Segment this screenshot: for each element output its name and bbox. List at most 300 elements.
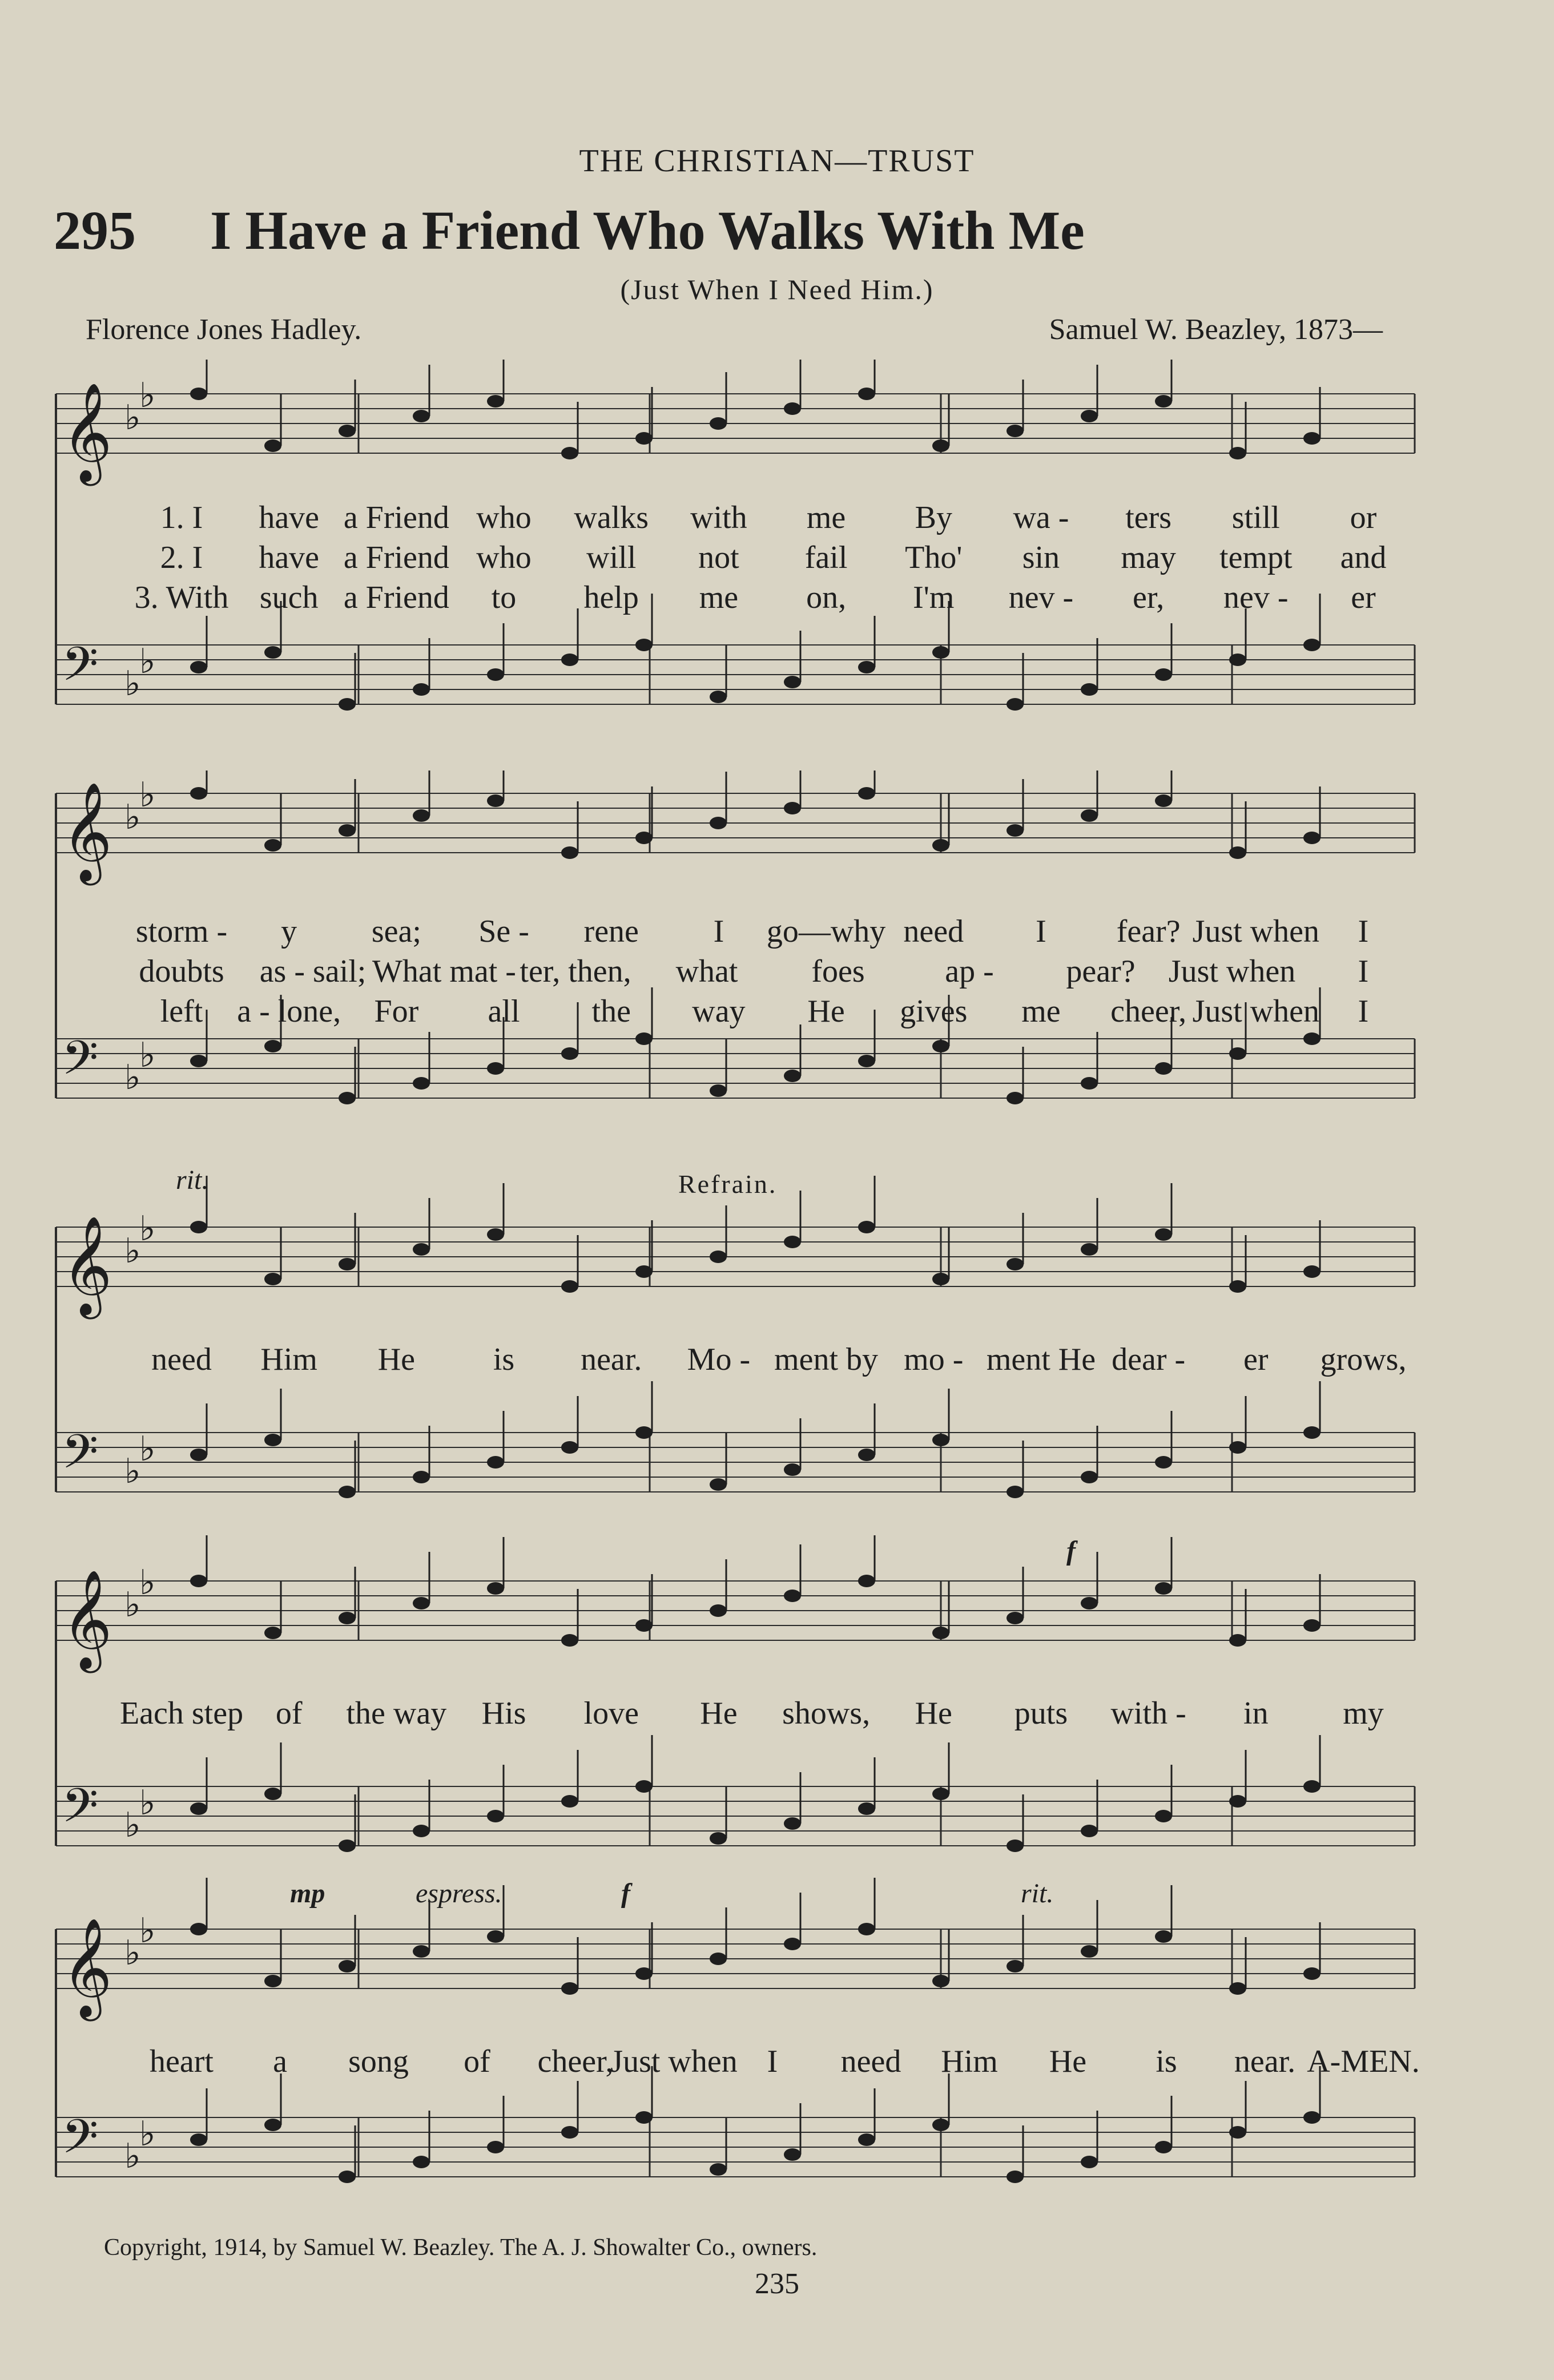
lyric-syllable: He <box>1049 2044 1087 2079</box>
flat-icon: ♭ <box>139 1783 156 1823</box>
music-system-4 <box>50 1535 1420 1878</box>
note-head <box>413 683 430 696</box>
note-head <box>190 1575 207 1587</box>
lyric-syllable: ters <box>1125 500 1172 535</box>
lyric-syllable: what <box>675 954 738 989</box>
note-head <box>1229 1047 1246 1060</box>
note-head <box>264 1040 281 1052</box>
treble-clef-icon: 𝄞 <box>62 382 112 482</box>
note-head <box>413 2156 430 2168</box>
lyric-syllable: near. <box>1234 2044 1296 2079</box>
note-head <box>1007 2171 1024 2183</box>
note-head <box>1303 1265 1321 1278</box>
mezzo-piano-marking: mp <box>290 1878 325 1909</box>
music-system-5 <box>50 1878 1420 2220</box>
lyric-syllable: Just when <box>610 2044 738 2079</box>
note-head <box>932 839 949 852</box>
lyric-syllable: ment He <box>986 1342 1096 1377</box>
hymn-subtitle: (Just When I Need Him.) <box>620 273 934 305</box>
lyric-syllable: Just when <box>1168 954 1296 989</box>
note-head <box>1303 432 1321 445</box>
note-head <box>932 1975 949 1987</box>
lyric-syllable: not <box>698 540 739 575</box>
note-head <box>858 661 875 673</box>
note-head <box>561 1441 578 1454</box>
note-head <box>264 1273 281 1285</box>
lyric-syllable: I <box>713 914 724 949</box>
note-head <box>264 439 281 452</box>
lyric-syllable: pear? <box>1066 954 1136 989</box>
treble-clef-icon: 𝄞 <box>62 1918 112 2017</box>
note-head <box>932 1788 949 1800</box>
note-head <box>784 402 801 415</box>
lyric-syllable: help <box>583 580 639 615</box>
forte-marking: f <box>1066 1536 1076 1566</box>
note-head <box>858 1923 875 1935</box>
note-head <box>710 1084 727 1097</box>
note-head <box>784 1590 801 1602</box>
note-head <box>413 410 430 422</box>
lyric-syllable: song <box>348 2044 409 2079</box>
lyric-syllable: storm - <box>135 914 228 949</box>
flat-icon: ♭ <box>124 1585 141 1625</box>
flat-icon: ♭ <box>139 1429 156 1469</box>
lyric-syllable: A-MEN. <box>1307 2044 1420 2079</box>
lyric-verse-1 <box>50 499 1420 539</box>
note-head <box>858 1055 875 1067</box>
bass-clef-icon: 𝄢 <box>62 1424 99 1491</box>
note-head <box>1081 1471 1098 1483</box>
note-head <box>932 2119 949 2131</box>
note-head <box>413 1243 430 1256</box>
lyric-syllable: who <box>476 540 532 575</box>
lyric-syllable: He <box>700 1696 738 1731</box>
flat-icon: ♭ <box>139 1035 156 1075</box>
note-head <box>635 832 653 844</box>
lyric-syllable: such <box>259 580 319 615</box>
lyric-syllable: I <box>1036 914 1046 949</box>
note-head <box>1081 1077 1098 1090</box>
lyric-syllable: way <box>692 994 746 1029</box>
note-head <box>413 1077 430 1090</box>
lyricist: Florence Jones Hadley. <box>86 313 362 346</box>
lyric-syllable: ap - <box>945 954 994 989</box>
bass-clef-icon: 𝄢 <box>62 1030 99 1097</box>
lyric-syllable: love <box>583 1696 639 1731</box>
note-head <box>264 1788 281 1800</box>
flat-icon: ♭ <box>124 2136 141 2176</box>
note-head <box>487 1062 504 1075</box>
lyric-syllable: Tho' <box>905 540 963 575</box>
lyric-syllable: and <box>1340 540 1387 575</box>
note-head <box>784 2148 801 2161</box>
note-head <box>561 846 578 859</box>
note-head <box>1229 654 1246 666</box>
note-head <box>1007 1960 1024 1972</box>
lyric-syllable: walks <box>574 500 649 535</box>
flat-icon: ♭ <box>124 664 141 704</box>
lyric-syllable: dear - <box>1112 1342 1186 1377</box>
note-head <box>710 417 727 430</box>
note-head <box>1303 1967 1321 1980</box>
lyric-syllable: Just when <box>1192 994 1320 1029</box>
note-head <box>1007 1612 1024 1624</box>
note-head <box>264 646 281 659</box>
flat-icon: ♭ <box>124 1058 141 1098</box>
treble-clef-icon: 𝄞 <box>62 782 112 881</box>
note-head <box>413 809 430 822</box>
note-head <box>635 1780 653 1793</box>
music-system-2 <box>50 771 1420 1159</box>
note-head <box>1155 1456 1172 1469</box>
note-head <box>1155 395 1172 408</box>
note-head <box>1229 1982 1246 1995</box>
note-head <box>1007 824 1024 837</box>
composer: Samuel W. Beazley, 1873— <box>1049 313 1383 346</box>
note-head <box>339 1092 356 1104</box>
note-head <box>784 1236 801 1248</box>
flat-icon: ♭ <box>139 642 156 681</box>
note-head <box>1303 832 1321 844</box>
bass-clef-icon: 𝄢 <box>62 1778 99 1845</box>
flat-icon: ♭ <box>139 775 156 815</box>
note-head <box>932 439 949 452</box>
note-head <box>1303 2111 1321 2124</box>
lyric-syllable: of <box>464 2044 490 2079</box>
lyric-syllable: Each step <box>119 1696 244 1731</box>
note-head <box>561 1280 578 1293</box>
note-head <box>487 2141 504 2153</box>
lyric-syllable: grows, <box>1320 1342 1407 1377</box>
lyric-syllable: have <box>259 540 320 575</box>
lyric-syllable: need <box>151 1342 212 1377</box>
flat-icon: ♭ <box>139 376 156 416</box>
lyric-syllable: as - sail; <box>259 954 367 989</box>
note-head <box>1007 1258 1024 1270</box>
note-head <box>413 1597 430 1609</box>
lyric-syllable: is <box>1156 2044 1177 2079</box>
note-head <box>784 1463 801 1476</box>
note-head <box>190 661 207 673</box>
lyric-syllable: may <box>1121 540 1176 575</box>
note-head <box>932 1273 949 1285</box>
lyric-syllable: need <box>903 914 964 949</box>
lyric-syllable: Him <box>941 2044 998 2079</box>
note-head <box>1229 1634 1246 1647</box>
note-head <box>190 1802 207 1815</box>
note-head <box>784 1938 801 1950</box>
note-head <box>1303 1780 1321 1793</box>
note-head <box>1007 1840 1024 1852</box>
flat-icon: ♭ <box>124 797 141 837</box>
note-head <box>264 1627 281 1639</box>
note-head <box>1303 639 1321 651</box>
note-head <box>487 668 504 681</box>
lyric-syllable: my <box>1343 1696 1384 1731</box>
note-head <box>1081 1945 1098 1958</box>
lyric-syllable: doubts <box>139 954 224 989</box>
note-head <box>635 1265 653 1278</box>
flat-icon: ♭ <box>124 1805 141 1845</box>
note-head <box>1155 1062 1172 1075</box>
note-head <box>561 447 578 459</box>
lyric-syllable: a Friend <box>343 540 449 575</box>
note-head <box>710 1832 727 1845</box>
note-head <box>339 1258 356 1270</box>
lyric-syllable: sin <box>1022 540 1060 575</box>
note-head <box>635 432 653 445</box>
lyric-syllable: fear? <box>1116 914 1181 949</box>
lyric-syllable: For <box>374 994 419 1029</box>
note-head <box>710 1953 727 1965</box>
flat-icon: ♭ <box>139 1563 156 1603</box>
note-head <box>932 1627 949 1639</box>
lyric-syllable: near. <box>581 1342 642 1377</box>
note-head <box>1155 794 1172 807</box>
lyric-syllable: left <box>160 994 203 1029</box>
lyric-syllable: a - lone, <box>237 994 341 1029</box>
forte-marking: f <box>621 1878 630 1909</box>
note-head <box>561 2126 578 2139</box>
lyric-syllable: foes <box>811 954 865 989</box>
note-head <box>1081 1597 1098 1609</box>
note-head <box>710 1604 727 1617</box>
note-head <box>1229 1441 1246 1454</box>
note-head <box>1007 425 1024 437</box>
note-head <box>635 1967 653 1980</box>
note-head <box>710 2163 727 2176</box>
lyric-syllable: me <box>806 500 846 535</box>
note-head <box>190 787 207 800</box>
note-head <box>264 839 281 852</box>
lyric-syllable: nev - <box>1008 580 1074 615</box>
note-head <box>339 1612 356 1624</box>
note-head <box>1229 447 1246 459</box>
refrain-label: Refrain. <box>678 1169 778 1199</box>
bass-clef-icon: 𝄢 <box>62 636 99 703</box>
lyric-syllable: By <box>915 500 952 535</box>
lyric-syllable: wa - <box>1013 500 1069 535</box>
note-head <box>190 1055 207 1067</box>
page-number: 235 <box>755 2268 799 2300</box>
note-head <box>487 395 504 408</box>
lyric-syllable: His <box>481 1696 526 1731</box>
note-head <box>858 2133 875 2146</box>
flat-icon: ♭ <box>139 1911 156 1951</box>
lyric-syllable: Just when <box>1192 914 1320 949</box>
ritardando-marking: rit. <box>176 1165 209 1195</box>
note-head <box>932 646 949 659</box>
note-head <box>339 1486 356 1498</box>
lyric-verse-3 <box>50 579 1420 619</box>
treble-clef-icon: 𝄞 <box>62 1216 112 1315</box>
lyric-syllable: in <box>1243 1696 1269 1731</box>
flat-icon: ♭ <box>124 398 141 438</box>
note-head <box>1081 683 1098 696</box>
lyric-syllable: Mo - <box>687 1342 751 1377</box>
lyric-verse-1 <box>50 913 1420 953</box>
music-system-3 <box>50 1164 1420 1530</box>
lyric-syllable: y <box>281 914 297 949</box>
note-head <box>710 817 727 829</box>
lyric-syllable: cheer, <box>1110 994 1187 1029</box>
lyric-syllable: all <box>488 994 520 1029</box>
lyric-syllable: shows, <box>782 1696 871 1731</box>
lyric-syllable: of <box>275 1696 303 1731</box>
lyric-syllable: me <box>699 580 739 615</box>
note-head <box>561 1634 578 1647</box>
music-system-1 <box>50 360 1420 771</box>
note-head <box>339 1960 356 1972</box>
lyric-syllable: with <box>690 500 747 535</box>
lyric-syllable: He <box>915 1696 952 1731</box>
lyric-syllable: I <box>1358 914 1369 949</box>
note-head <box>1081 2156 1098 2168</box>
note-head <box>635 1032 653 1045</box>
note-head <box>1081 410 1098 422</box>
lyric-verse-2 <box>50 539 1420 579</box>
note-head <box>1007 1092 1024 1104</box>
note-head <box>1081 809 1098 822</box>
note-head <box>1155 2141 1172 2153</box>
flat-icon: ♭ <box>124 1231 141 1271</box>
note-head <box>339 2171 356 2183</box>
note-head <box>190 1221 207 1233</box>
lyric-syllable: sea; <box>371 914 421 949</box>
note-head <box>784 1817 801 1830</box>
note-head <box>1155 668 1172 681</box>
note-head <box>561 1982 578 1995</box>
lyric-syllable: I <box>1358 994 1369 1029</box>
note-head <box>339 425 356 437</box>
note-head <box>635 2111 653 2124</box>
note-head <box>858 1575 875 1587</box>
lyric-syllable: a Friend <box>343 580 449 615</box>
note-head <box>487 1456 504 1469</box>
note-head <box>1007 698 1024 711</box>
lyric-refrain <box>50 1695 1420 1735</box>
treble-clef-icon: 𝄞 <box>62 1570 112 1669</box>
note-head <box>932 1434 949 1446</box>
bass-clef-icon: 𝄢 <box>62 2109 99 2176</box>
lyric-syllable: ment by <box>774 1342 879 1377</box>
note-head <box>487 1228 504 1241</box>
note-head <box>635 639 653 651</box>
note-head <box>487 794 504 807</box>
lyric-syllable: a <box>273 2044 287 2079</box>
lyric-syllable: need <box>840 2044 901 2079</box>
lyric-syllable: on, <box>806 580 847 615</box>
note-head <box>1155 1228 1172 1241</box>
note-head <box>710 1478 727 1491</box>
lyric-syllable: I <box>767 2044 778 2079</box>
note-head <box>858 1449 875 1461</box>
note-head <box>784 1070 801 1082</box>
lyric-syllable: will <box>586 540 637 575</box>
lyric-syllable: heart <box>150 2044 214 2079</box>
copyright-notice: Copyright, 1914, by Samuel W. Beazley. The A. J. Showalter Co., owners. <box>104 2234 818 2261</box>
lyric-syllable: tempt <box>1219 540 1293 575</box>
lyric-syllable: who <box>476 500 532 535</box>
lyric-syllable: I <box>1358 954 1369 989</box>
flat-icon: ♭ <box>124 1451 141 1491</box>
note-head <box>1081 1825 1098 1837</box>
note-head <box>339 824 356 837</box>
note-head <box>710 1250 727 1263</box>
lyric-syllable: go—why <box>766 914 886 949</box>
lyric-syllable: fail <box>804 540 848 575</box>
lyric-syllable: Him <box>260 1342 317 1377</box>
flat-icon: ♭ <box>139 2114 156 2154</box>
lyric-syllable: still <box>1231 500 1280 535</box>
note-head <box>413 1945 430 1958</box>
lyric-verse-3 <box>50 993 1420 1033</box>
note-head <box>858 1221 875 1233</box>
note-head <box>264 2119 281 2131</box>
note-head <box>1155 1930 1172 1943</box>
lyric-syllable: puts <box>1014 1696 1068 1731</box>
note-head <box>635 1426 653 1439</box>
note-head <box>1081 1243 1098 1256</box>
hymn-title: I Have a Friend Who Walks With Me <box>210 200 1085 261</box>
note-head <box>264 1434 281 1446</box>
lyric-syllable: I'm <box>913 580 955 615</box>
note-head <box>339 698 356 711</box>
lyric-syllable: ter, then, <box>520 954 631 989</box>
lyric-syllable: 3. With <box>134 580 229 615</box>
note-head <box>784 802 801 814</box>
lyric-syllable: er <box>1243 1342 1269 1377</box>
lyric-syllable: is <box>493 1342 515 1377</box>
lyric-syllable: nev - <box>1223 580 1289 615</box>
note-head <box>858 787 875 800</box>
ritardando-marking: rit. <box>1021 1878 1054 1909</box>
lyric-syllable: have <box>259 500 320 535</box>
note-head <box>858 388 875 400</box>
note-head <box>561 1795 578 1808</box>
lyric-syllable: a Friend <box>343 500 449 535</box>
note-head <box>1229 846 1246 859</box>
lyric-syllable: or <box>1350 500 1377 535</box>
lyric-syllable: the <box>591 994 631 1029</box>
lyric-syllable: the way <box>346 1696 447 1731</box>
lyric-syllable: What mat - <box>372 954 516 989</box>
note-head <box>784 676 801 688</box>
note-head <box>1303 1426 1321 1439</box>
note-head <box>190 388 207 400</box>
note-head <box>1155 1810 1172 1822</box>
lyric-syllable: to <box>491 580 517 615</box>
lyric-syllable: er, <box>1132 580 1165 615</box>
lyric-syllable: 1. I <box>160 500 203 535</box>
lyric-syllable: mo - <box>904 1342 964 1377</box>
lyric-syllable: gives <box>900 994 968 1029</box>
note-head <box>710 691 727 703</box>
lyric-syllable: me <box>1021 994 1061 1029</box>
note-head <box>1007 1486 1024 1498</box>
note-head <box>1229 1280 1246 1293</box>
note-head <box>264 1975 281 1987</box>
lyric-syllable: rene <box>583 914 639 949</box>
lyric-syllable: cheer, <box>537 2044 614 2079</box>
lyric-syllable: He <box>377 1342 416 1377</box>
note-head <box>413 1471 430 1483</box>
note-head <box>487 1930 504 1943</box>
lyric-syllable: with - <box>1110 1696 1186 1731</box>
note-head <box>1229 2126 1246 2139</box>
lyric-syllable: er <box>1351 580 1376 615</box>
lyric-syllable: Se - <box>478 914 529 949</box>
